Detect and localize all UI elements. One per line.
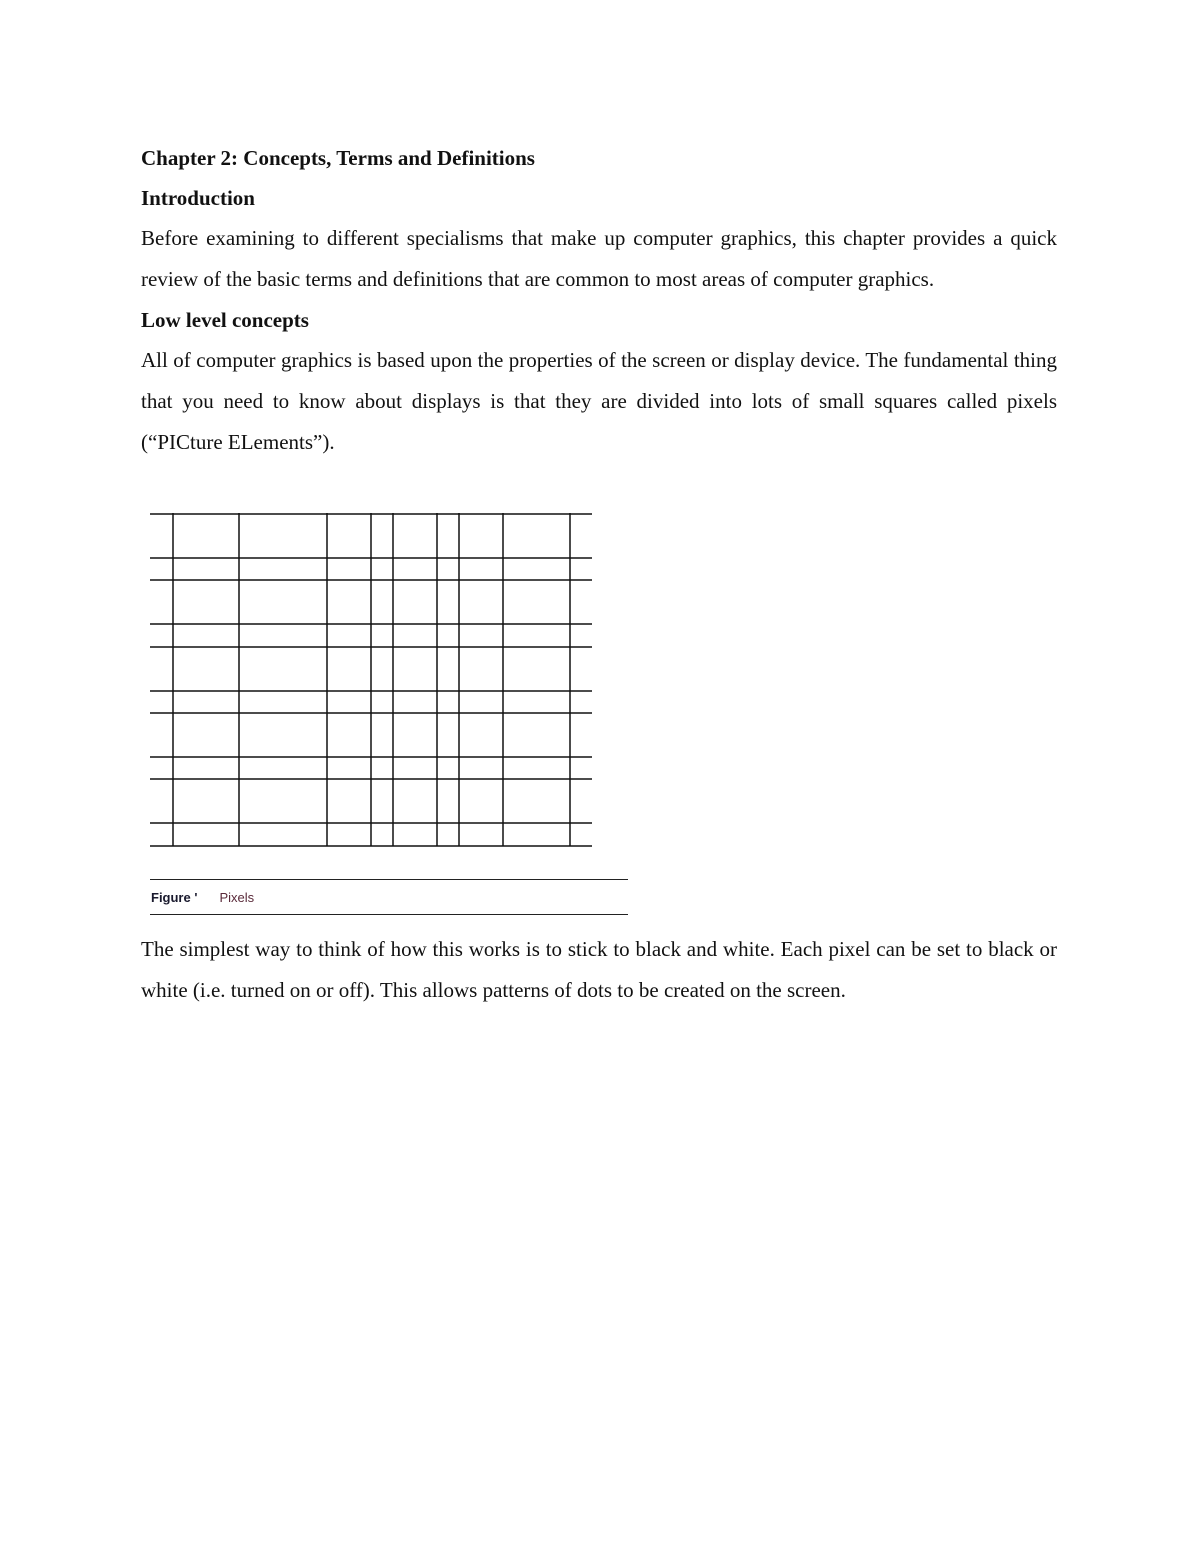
document-body — [141, 138, 1057, 463]
document-body-continued — [141, 929, 1057, 1011]
section-heading-low-level-concepts: Low level concepts — [141, 308, 309, 332]
low-level-concepts-paragraph: All of computer graphics is based upon the properties of the screen or display device. The fundamental thing that you need to know about displays is that they are divided into lots of small squares called pixels (“PICture ELements”). — [141, 348, 1057, 454]
pixel-grid-figure — [150, 513, 630, 918]
pixel-grid-drawing — [150, 513, 630, 853]
figure-caption — [151, 890, 254, 906]
chapter-title: Chapter 2: Concepts, Terms and Definitions — [141, 146, 535, 170]
section-heading-introduction: Introduction — [141, 186, 255, 210]
introduction-paragraph: Before examining to different specialisms that make up computer graphics, this chapter provides a quick review of the basic terms and definitions that are common to most areas of computer graphics. — [141, 226, 1057, 291]
caption-rule-bottom — [150, 914, 628, 915]
caption-rule-top — [150, 879, 628, 880]
figure-caption-text: Pixels — [219, 890, 255, 905]
figure-label: Figure ' — [151, 890, 198, 905]
closing-paragraph: The simplest way to think of how this works is to stick to black and white. Each pixel can be set to black or white (i.e. turned on or off). This allows patterns of dots to be created on the screen. — [141, 937, 1057, 1002]
